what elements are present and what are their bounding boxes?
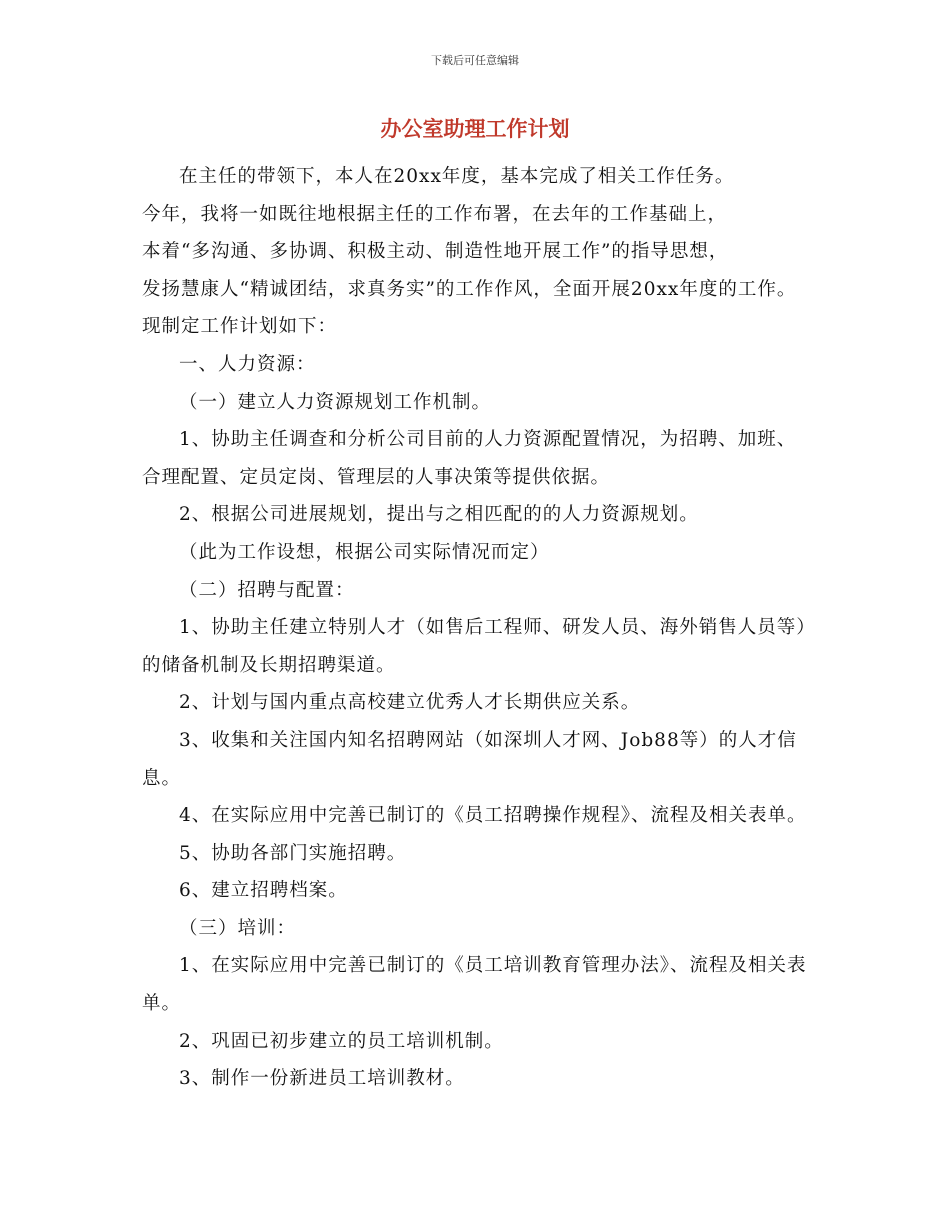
- list-item: 2、计划与国内重点高校建立优秀人才长期供应关系。: [179, 692, 641, 714]
- list-item: 1、在实际应用中完善已制订的《员工培训教育管理办法》、流程及相关表单。: [142, 955, 807, 1015]
- page-title: 办公室助理工作计划: [380, 117, 570, 141]
- subsection-heading: （一）建立人力资源规划工作机制。: [179, 391, 492, 413]
- list-item: 2、巩固已初步建立的员工培训机制。: [179, 1030, 504, 1052]
- subsection-heading: （三）培训：: [179, 917, 297, 939]
- section-heading: 一、人力资源：: [179, 353, 316, 375]
- list-item: 2、根据公司进展规划，提出与之相匹配的的人力资源规划。: [179, 504, 699, 526]
- list-item: 5、协助各部门实施招聘。: [179, 842, 407, 864]
- paragraph: 本着“多沟通、多协调、积极主动、制造性地开展工作”的指导思想，: [142, 241, 729, 263]
- document-body: [142, 158, 810, 1098]
- subsection-heading: （二）招聘与配置：: [179, 579, 355, 601]
- page-header: 下载后可任意编辑: [431, 54, 519, 67]
- list-item: 3、制作一份新进员工培训教材。: [179, 1068, 465, 1090]
- paragraph: 发扬慧康人“精诚团结，求真务实”的工作作风，全面开展20xx年度的工作。现制定工作计划如下：: [142, 278, 797, 338]
- paragraph: 今年，我将一如既往地根据主任的工作布署，在去年的工作基础上，: [142, 203, 728, 225]
- list-item: 1、协助主任调查和分析公司目前的人力资源配置情况，为招聘、加班、合理配置、定员定岗、管理层的人事决策等提供依据。: [142, 429, 797, 488]
- list-item: 4、在实际应用中完善已制订的《员工招聘操作规程》、流程及相关表单。: [179, 805, 807, 827]
- note-text: （此为工作设想，根据公司实际情况而定）: [179, 541, 550, 563]
- list-item: 6、建立招聘档案。: [179, 880, 348, 902]
- list-item: 3、收集和关注国内知名招聘网站（如深圳人才网、Job88等）的人才信息。: [142, 729, 797, 789]
- list-item: 1、协助主任建立特别人才（如售后工程师、研发人员、海外销售人员等）的储备机制及长期招聘渠道。: [142, 617, 807, 676]
- paragraph: 在主任的带领下，本人在20xx年度，基本完成了相关工作任务。: [179, 166, 735, 187]
